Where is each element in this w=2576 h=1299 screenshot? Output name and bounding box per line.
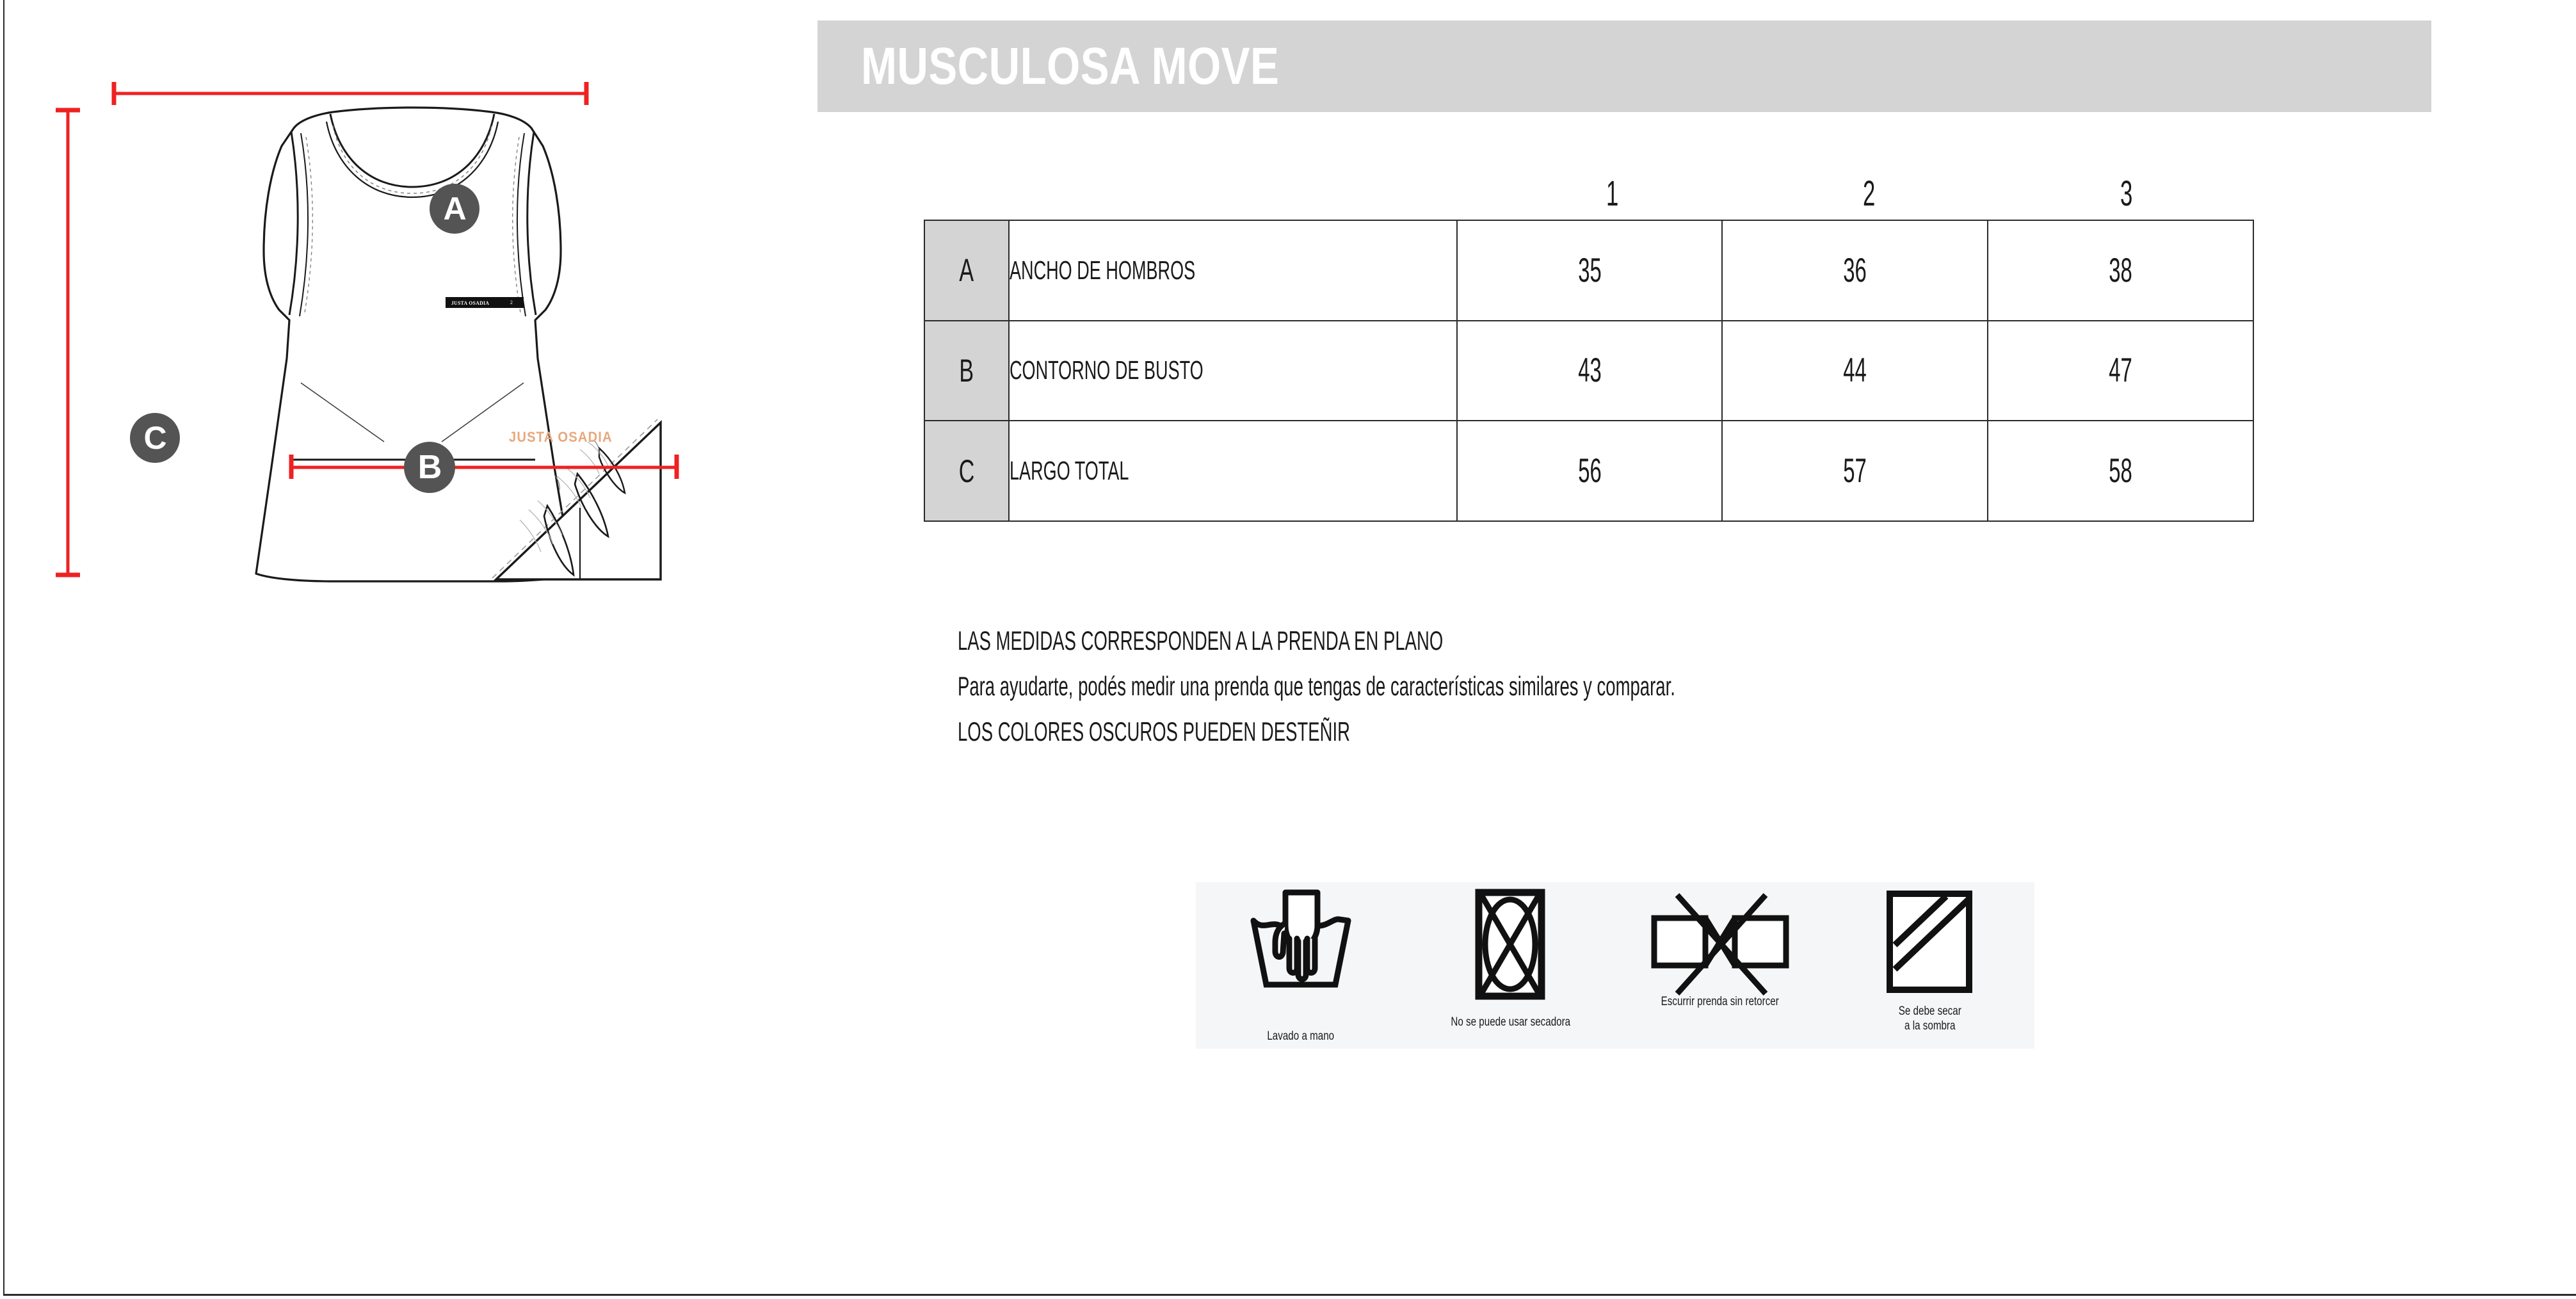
dimension-badge-a: A — [430, 184, 479, 234]
table-row — [924, 321, 2253, 421]
care-caption-do-not-wring: Escurrir prenda sin retorcer — [1661, 995, 1779, 1008]
care-item-hand-wash — [1196, 882, 1406, 1049]
care-caption-hand-wash: Lavado a mano — [1267, 1029, 1335, 1043]
row-letter-a-text: A — [959, 252, 974, 289]
cell-c-3 — [1988, 421, 2253, 521]
title-banner — [817, 20, 2431, 112]
care-caption-dry-in-shade: Se debe secar a la sombra — [1898, 1005, 1961, 1033]
cell-a-1 — [1457, 220, 1723, 321]
row-description-b-text: CONTORNO DE BUSTO — [1009, 355, 1203, 385]
measurement-line-a — [114, 82, 586, 105]
cell-c-3-text: 58 — [2109, 452, 2132, 490]
neck-label-size: 2 — [510, 300, 513, 305]
row-letter-a — [924, 220, 1009, 321]
row-description-b — [1009, 321, 1457, 421]
care-item-dry-in-shade — [1825, 882, 2035, 1049]
size-column-headers — [1484, 173, 2255, 218]
cell-b-3-text: 47 — [2109, 351, 2132, 390]
row-letter-b-text: B — [959, 352, 974, 389]
garment-outline — [256, 108, 572, 581]
care-item-do-not-wring — [1615, 882, 1825, 1049]
measurement-line-c — [56, 110, 80, 575]
cell-b-1-text: 43 — [1577, 351, 1602, 390]
cell-a-2-text: 36 — [1843, 251, 1867, 289]
no-tumble-dry-icon — [1449, 887, 1571, 1001]
cell-c-2 — [1722, 421, 1988, 521]
size-header-1: 1 — [1606, 173, 1619, 213]
dimension-badge-c: C — [130, 413, 180, 463]
measurements-table — [924, 220, 2254, 522]
notes-block — [958, 618, 2430, 754]
note-line-3: LOS COLORES OSCUROS PUEDEN DESTEÑIR — [958, 716, 1350, 746]
table-row — [924, 220, 2253, 321]
cell-a-3-text: 38 — [2109, 251, 2132, 289]
cell-c-1-text: 56 — [1577, 452, 1602, 490]
brand-print-label: JUSTA OSADIA — [509, 429, 613, 445]
dimension-badge-b: B — [404, 442, 455, 493]
row-description-c-text: LARGO TOTAL — [1009, 456, 1129, 486]
page-title: MUSCULOSA MOVE — [861, 36, 1280, 95]
cell-b-3 — [1988, 321, 2253, 421]
row-letter-b — [924, 321, 1009, 421]
size-header-3: 3 — [2120, 173, 2132, 213]
row-description-c — [1009, 421, 1457, 521]
cell-a-3 — [1988, 220, 2253, 321]
dry-in-shade-icon — [1872, 887, 1987, 1001]
cell-c-1 — [1457, 421, 1723, 521]
do-not-wring-icon — [1640, 887, 1800, 1001]
garment-technical-drawing — [0, 0, 816, 832]
cell-b-2 — [1722, 321, 1988, 421]
size-header-2: 2 — [1863, 173, 1876, 213]
care-item-no-tumble-dry — [1406, 882, 1616, 1049]
care-caption-no-tumble-dry: No se puede usar secadora — [1450, 1015, 1570, 1029]
cell-a-1-text: 35 — [1577, 251, 1602, 289]
cell-b-1 — [1457, 321, 1723, 421]
row-description-a-text: ANCHO DE HOMBROS — [1009, 255, 1195, 285]
row-description-a — [1009, 220, 1457, 321]
table-row — [924, 421, 2253, 521]
garment-diagram-panel — [0, 0, 816, 1299]
care-instructions-strip — [1196, 882, 2034, 1049]
note-line-1: LAS MEDIDAS CORRESPONDEN A LA PRENDA EN PLANO — [958, 625, 1444, 656]
cell-c-2-text: 57 — [1843, 452, 1867, 490]
neck-label — [446, 297, 524, 308]
row-letter-c — [924, 421, 1009, 521]
note-line-2: Para ayudarte, podés medir una prenda que tengas de características similares y comparar. — [958, 671, 1675, 701]
row-letter-c-text: C — [958, 453, 975, 489]
cell-a-2 — [1722, 220, 1988, 321]
hand-wash-icon — [1237, 887, 1365, 999]
neck-label-brand: JUSTA OSADIA — [451, 299, 490, 306]
cell-b-2-text: 44 — [1843, 351, 1867, 390]
